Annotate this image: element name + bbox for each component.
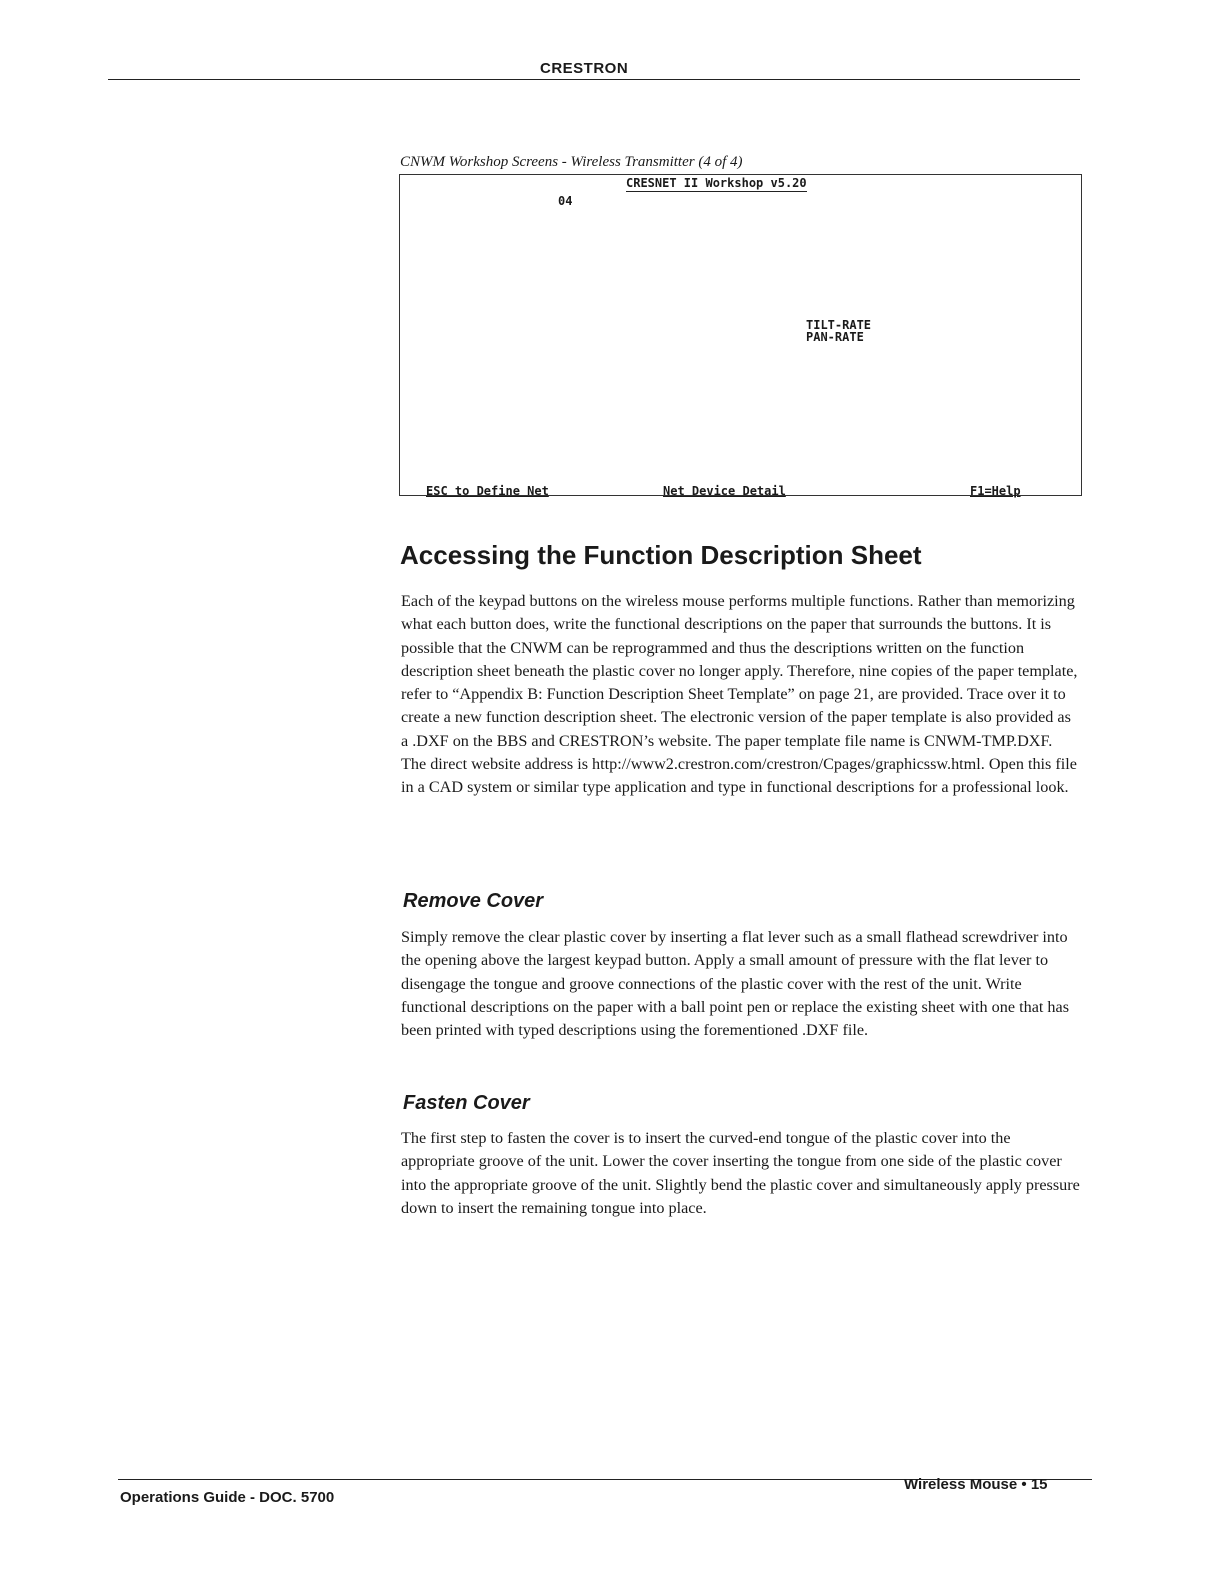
remove-cover-heading: Remove Cover bbox=[403, 890, 544, 912]
figure-caption bbox=[400, 154, 743, 171]
net-device-detail: Net Device Detail bbox=[663, 484, 786, 498]
screen-title: CRESNET II Workshop v5.20 bbox=[626, 176, 807, 190]
remove-cover-paragraph: Simply remove the clear plastic cover by inserting a flat lever such as a small flathead screwdriver into the opening above the largest keypad button. Apply a small amount of pressure with the flat lever to disengage the tongue and groove connections of the plastic cover with the rest of the unit. Write functional descriptions on the paper with a ball point pen or replace the existing sheet with one that has been printed with typed descriptions using the forementioned .DXF file. bbox=[401, 928, 1069, 1040]
caption-brand: CNWM bbox=[400, 154, 445, 170]
fasten-cover-paragraph: The first step to fasten the cover is to insert the curved-end tongue of the plastic cover into the appropriate groove of the unit. Lower the cover inserting the tongue from one side of the plastic cover into the appropriate groove of the unit. Slightly bend the plastic cover and simultaneously apply pressure down to insert the remaining tongue into place. bbox=[401, 1129, 1080, 1217]
fasten-cover-heading: Fasten Cover bbox=[403, 1092, 530, 1114]
footer-page-label: Wireless Mouse • 15 bbox=[904, 1476, 1048, 1493]
caption-text: Workshop Screens - Wireless Transmitter (4 of 4) bbox=[445, 154, 743, 170]
f1-help: F1=Help bbox=[970, 484, 1021, 498]
esc-define-net: ESC to Define Net bbox=[426, 484, 549, 498]
section-paragraph: Each of the keypad buttons on the wireless mouse performs multiple functions. Rather than memorizing what each button does, write the functional descriptions on the paper that surrounds the buttons. It is possible that the CNWM can be reprogrammed and thus the descriptions written on the function description sheet beneath the plastic cover no longer apply. Therefore, nine copies of the paper template, refer to “Appendix B: Function Description Sheet Template” on page 21, are provided. Trace over it to create a new function description sheet. The electronic version of the paper template is also provided as a .DXF on the BBS and CRESTRON’s website. The paper template file name is CNWM-TMP.DXF. The direct website address is http://www2.crestron.com/crestron/Cpages/graphicssw.html. Open this file in a CAD system or similar type application and type in functional descriptions for a professional look. bbox=[401, 592, 1078, 797]
footer-doc-title: Operations Guide - DOC. 5700 bbox=[120, 1489, 335, 1506]
section-heading: Accessing the Function Description Sheet bbox=[400, 540, 922, 570]
running-header: CRESTRON bbox=[540, 60, 629, 77]
tilt-rate-label: TILT-RATE bbox=[806, 318, 872, 332]
header-rule bbox=[108, 79, 1080, 80]
workshop-screen bbox=[399, 174, 1082, 496]
pan-rate-label: PAN-RATE bbox=[806, 330, 864, 344]
device-number: 04 bbox=[558, 194, 573, 208]
